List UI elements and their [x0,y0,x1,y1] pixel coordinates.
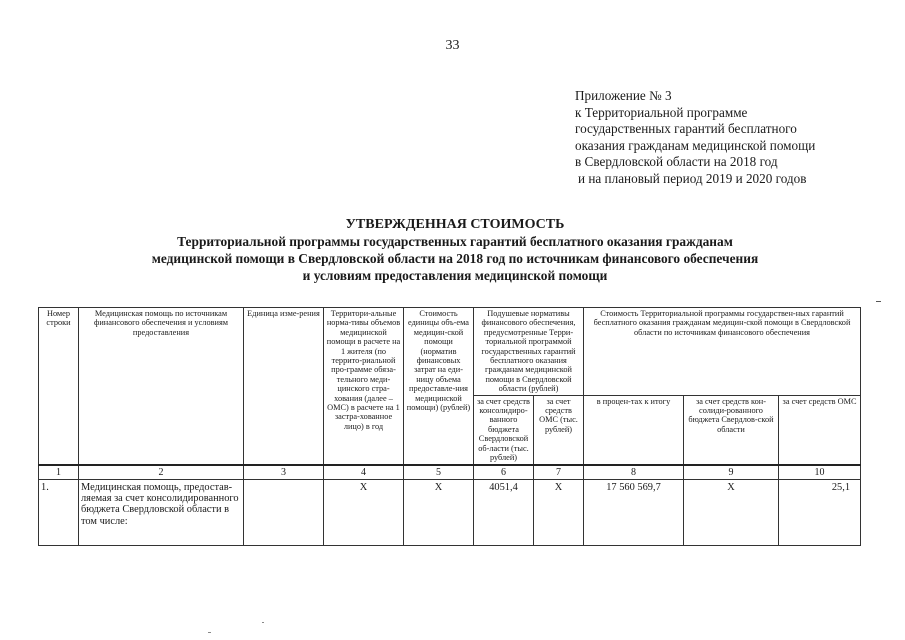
row-volume: Х [324,479,404,545]
header-unit: Единица изме-рения [244,308,324,465]
column-number: 9 [684,465,779,480]
page-mark [876,301,881,302]
header-cost-budget: за счет средств консолидиро-ванного бюджета Свердловской об-ласти (тыс. рублей) [474,395,534,464]
column-number: 8 [584,465,684,480]
column-number: 6 [474,465,534,480]
document-title [60,216,850,284]
header-per-capita-oms: за счет средств ОМС [779,395,861,464]
column-number: 1 [39,465,79,480]
header-row-number: Номер строки [39,308,79,465]
column-number: 10 [779,465,861,480]
title-line: Территориальной программы государственных гарантий бесплатного оказания гражданам [177,234,733,249]
column-number: 5 [404,465,474,480]
row-per-capita-oms: Х [534,479,584,545]
row-per-capita-budget: 4051,4 [474,479,534,545]
header-per-capita-budget: за счет средств кон-солиди-рованного бюджета Свердлов-ской области [684,395,779,464]
page-number: 33 [445,38,460,53]
header-cost-oms: за счет средств ОМС (тыс. рублей) [534,395,584,464]
column-number: 3 [244,465,324,480]
appendix-line: в Свердловской области на 2018 год [575,154,778,170]
appendix-line: государственных гарантий бесплатного [575,121,797,137]
scan-speck [208,632,211,633]
appendix-reference [575,88,875,188]
cost-table [38,307,861,546]
row-cost-oms: Х [684,479,779,545]
row-cost-budget: 17 560 569,7 [584,479,684,545]
title-main: УТВЕРЖДЕННАЯ СТОИМОСТЬ [345,217,565,232]
header-unit-cost: Стоимость единицы объ-ема медицин-ской помощи (норматив финансовых затрат на еди-ницу объема предоставле-ния медицинской помощи) (рублей) [404,308,474,465]
column-number: 7 [534,465,584,480]
appendix-line: Приложение № 3 [575,88,672,103]
header-cost-percent: в процен-тах к итогу [584,395,684,464]
header-row [39,308,861,396]
header-program-cost: Стоимость Территориальной программы государствен-ных гарантий бесплатного оказания гражданам медицин-ской помощи в Свердловской области по источникам финансового обеспечения [584,308,861,396]
row-number: 1. [39,479,79,545]
column-number: 4 [324,465,404,480]
row-description: Медицинская помощь, предостав-ляемая за счет консолидированного бюджета Свердловской области в том числе: [79,479,244,545]
column-number: 2 [79,465,244,480]
header-medical-care: Медицинская помощь по источникам финансового обеспечения и условиям предоставления [79,308,244,465]
scan-speck [262,622,264,623]
appendix-line: к Территориальной программе [575,104,748,120]
appendix-line: оказания гражданам медицинской помощи [575,137,816,153]
row-cost-percent: 25,1 [779,479,861,545]
appendix-line: и на плановый период 2019 и 2020 годов [578,170,807,186]
title-line: и условиям предоставления медицинской помощи [302,268,608,283]
header-volume-norms: Территори-альные норма-тивы объемов медицинской помощи в расчете на 1 жителя (по террито-риальной про-грамме обяза-тельного меди-цинского стра-хования (далее – ОМС) в расчете на 1 застра-хованное лицо) в год [324,308,404,465]
table-row [39,479,861,545]
column-number-row [39,465,861,480]
row-unit [244,479,324,545]
row-unit-cost: Х [404,479,474,545]
title-line: медицинской помощи в Свердловской области на 2018 год по источникам финансового обеспечения [151,251,759,266]
header-per-capita: Подушевые нормативы финансового обеспечения, предусмотренные Терри-ториальной программой государственных гарантий бесплатного оказания гражданам медицинской помощи в Свердловской области (рублей) [474,308,584,396]
